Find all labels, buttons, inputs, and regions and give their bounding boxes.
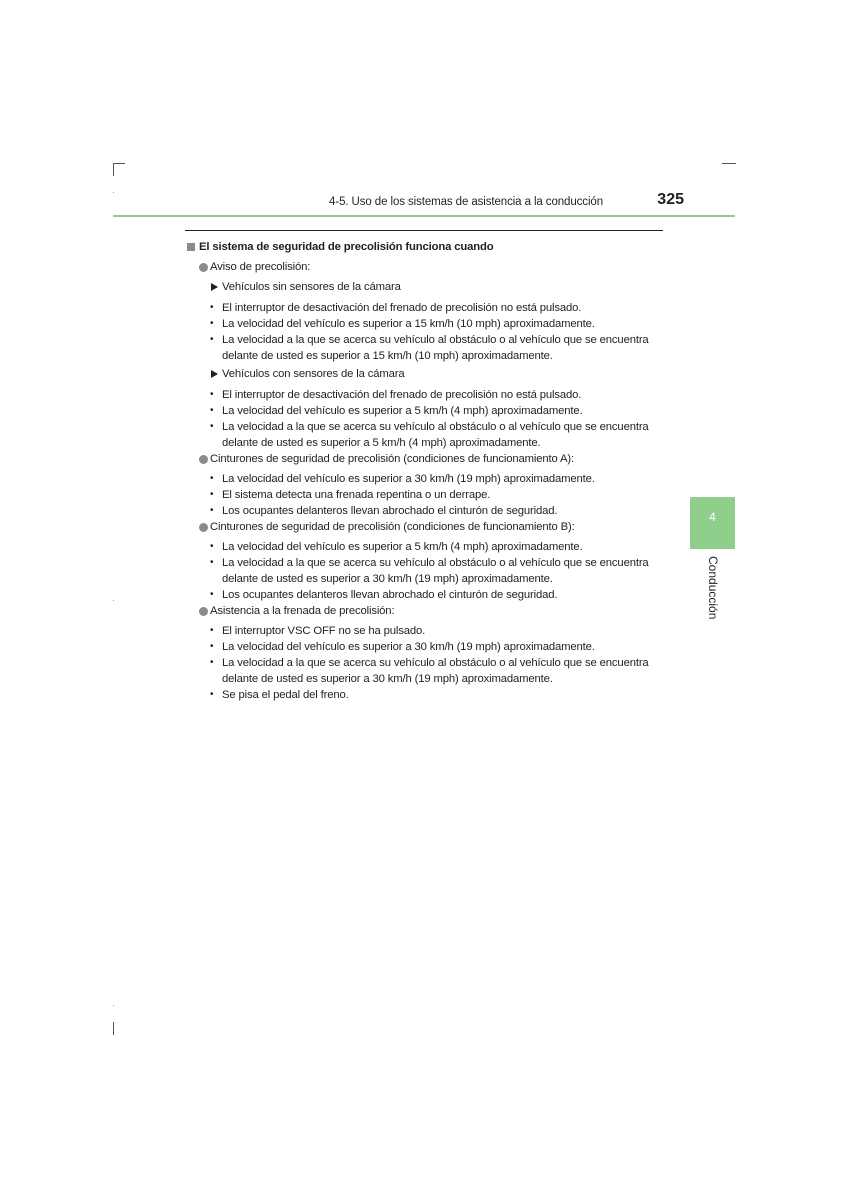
section-heading xyxy=(187,239,667,259)
condition-item: • La velocidad a la que se acerca su vehículo al obstáculo o al vehículo que se encuentra delante de usted es superior a 15 km/h (10 mph) aproximadamente. xyxy=(210,332,667,364)
header-rule xyxy=(113,215,735,217)
condition-item: • El interruptor VSC OFF no se ha pulsado. xyxy=(210,623,667,639)
condition-item: • El interruptor de desactivación del frenado de precolisión no está pulsado. xyxy=(210,300,667,316)
chapter-number: 4 xyxy=(709,510,716,524)
condition-list xyxy=(210,387,667,451)
margin-tick xyxy=(113,1005,114,1006)
condition-item: • Los ocupantes delanteros llevan abrochado el cinturón de seguridad. xyxy=(210,587,667,603)
chapter-tab xyxy=(690,497,735,549)
condition-list xyxy=(210,471,667,519)
condition-item: • La velocidad a la que se acerca su vehículo al obstáculo o al vehículo que se encuentra delante de usted es superior a 30 km/h (19 mph) aproximadamente. xyxy=(210,655,667,687)
condition-item: • La velocidad a la que se acerca su vehículo al obstáculo o al vehículo que se encuentra delante de usted es superior a 30 km/h (19 mph) aproximadamente. xyxy=(210,555,667,587)
circle-bullet-icon xyxy=(199,263,208,272)
circle-bullet-icon xyxy=(199,607,208,616)
condition-item: • La velocidad del vehículo es superior a 5 km/h (4 mph) aproximadamente. xyxy=(210,539,667,555)
condition-item: • La velocidad del vehículo es superior a 30 km/h (19 mph) aproximadamente. xyxy=(210,471,667,487)
condition-item: • Se pisa el pedal del freno. xyxy=(210,687,667,703)
condition-item: • La velocidad del vehículo es superior a 30 km/h (19 mph) aproximadamente. xyxy=(210,639,667,655)
circle-bullet-icon xyxy=(199,523,208,532)
condition-group-label-text: Cinturones de seguridad de precolisión (condiciones de funcionamiento A): xyxy=(210,453,574,465)
circle-bullet-icon xyxy=(199,455,208,464)
vehicle-variant-label-text: Vehículos sin sensores de la cámara xyxy=(222,281,401,293)
condition-group-label-text: Asistencia a la frenada de precolisión: xyxy=(210,605,395,617)
page-number: 325 xyxy=(657,191,684,208)
condition-group-label xyxy=(199,603,667,619)
triangle-bullet-icon xyxy=(211,283,218,291)
section-rule xyxy=(185,230,663,231)
condition-group-label xyxy=(199,519,667,535)
page-content xyxy=(187,239,667,703)
running-header-title: 4-5. Uso de los sistemas de asistencia a la conducción xyxy=(329,196,603,208)
vehicle-variant-label-text: Vehículos con sensores de la cámara xyxy=(222,368,405,380)
condition-item: • La velocidad a la que se acerca su vehículo al obstáculo o al vehículo que se encuentra delante de usted es superior a 5 km/h (4 mph) aproximadamente. xyxy=(210,419,667,451)
chapter-label: Conducción xyxy=(706,556,720,620)
condition-item: • La velocidad del vehículo es superior a 5 km/h (4 mph) aproximadamente. xyxy=(210,403,667,419)
condition-list xyxy=(210,539,667,603)
vehicle-variant-label xyxy=(211,279,667,295)
crop-mark-bottom-left xyxy=(113,1022,114,1035)
triangle-bullet-icon xyxy=(211,370,218,378)
condition-item: • Los ocupantes delanteros llevan abrochado el cinturón de seguridad. xyxy=(210,503,667,519)
condition-list xyxy=(210,300,667,364)
vehicle-variant-label xyxy=(211,366,667,382)
crop-mark-top-left xyxy=(113,163,114,176)
section-heading-text: El sistema de seguridad de precolisión funciona cuando xyxy=(199,241,494,253)
crop-mark-top-right xyxy=(722,163,736,164)
condition-list xyxy=(210,623,667,703)
condition-item: • La velocidad del vehículo es superior a 15 km/h (10 mph) aproximadamente. xyxy=(210,316,667,332)
condition-item: • El interruptor de desactivación del frenado de precolisión no está pulsado. xyxy=(210,387,667,403)
margin-tick xyxy=(113,192,114,193)
square-bullet-icon xyxy=(187,243,195,251)
crop-mark-top-left-horizontal xyxy=(113,163,125,164)
margin-tick xyxy=(113,600,114,601)
condition-group-label xyxy=(199,259,667,275)
condition-group-label-text: Cinturones de seguridad de precolisión (condiciones de funcionamiento B): xyxy=(210,521,575,533)
condition-item: • El sistema detecta una frenada repentina o un derrape. xyxy=(210,487,667,503)
condition-group-label-text: Aviso de precolisión: xyxy=(210,261,311,273)
condition-group-label xyxy=(199,451,667,467)
